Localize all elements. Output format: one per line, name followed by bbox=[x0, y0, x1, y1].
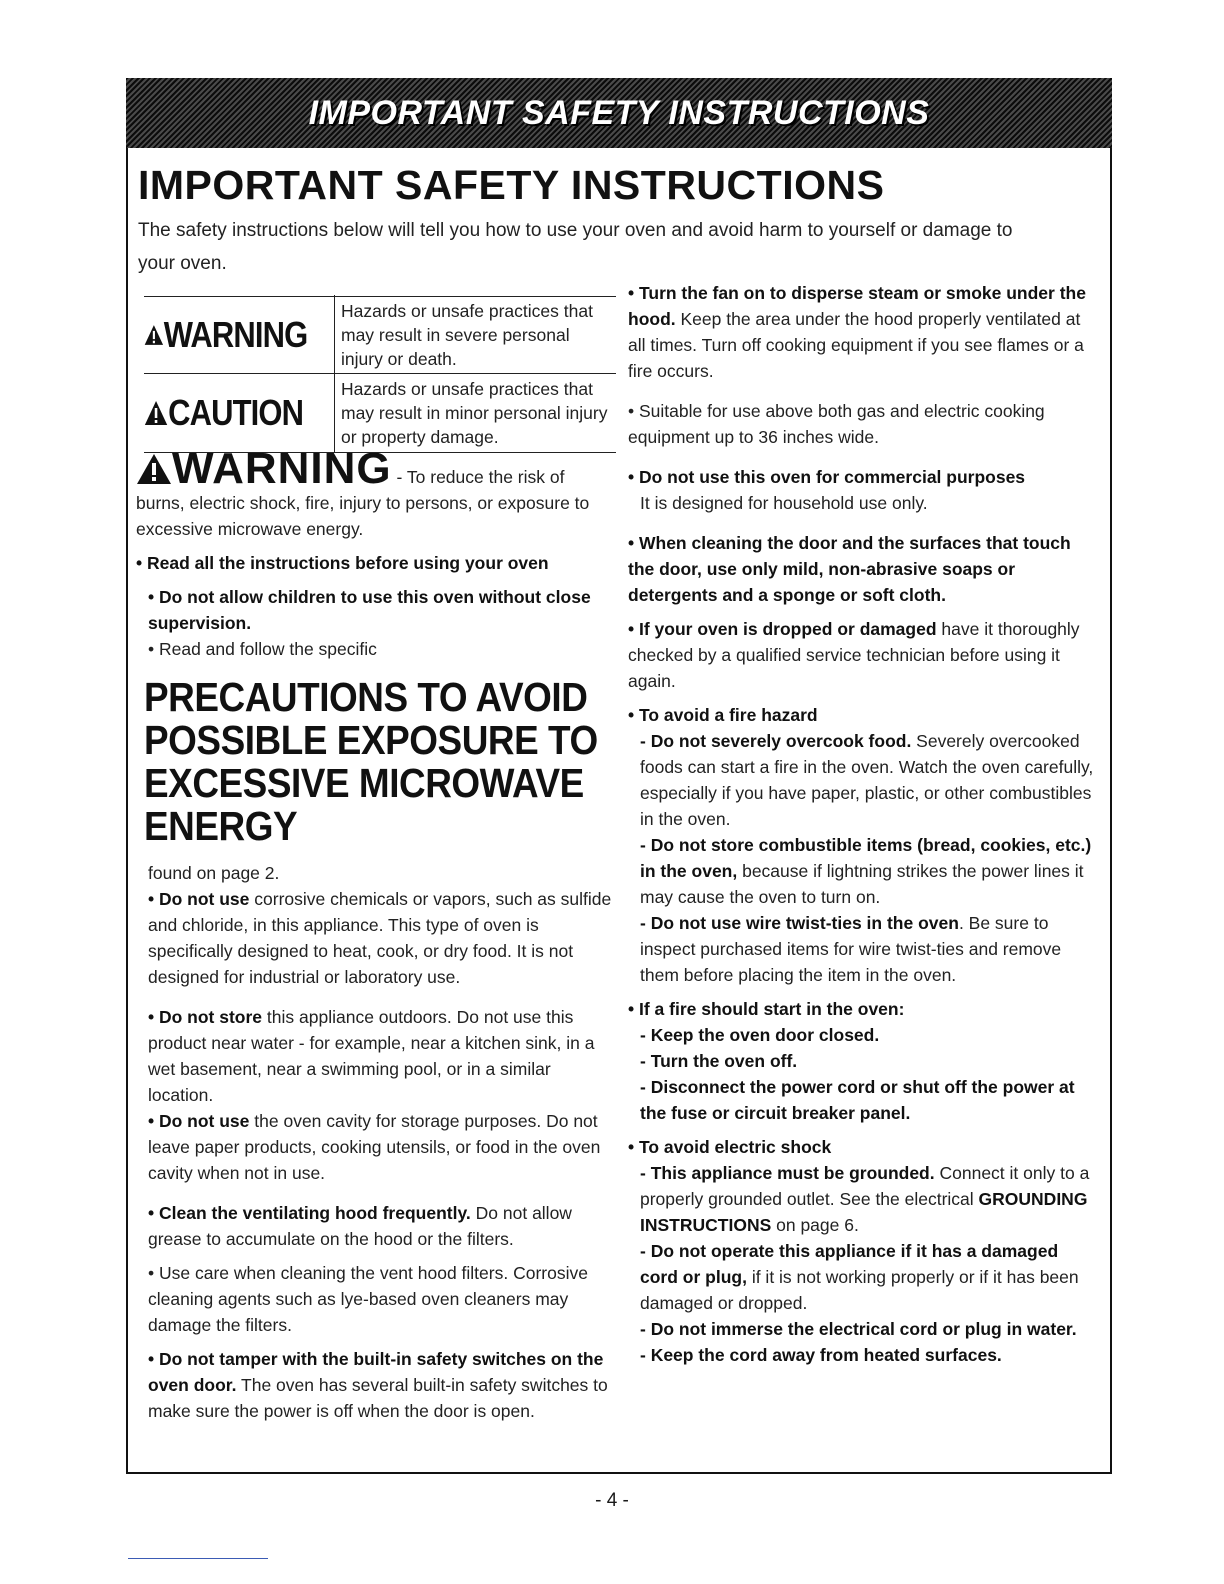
signal-word-table bbox=[144, 296, 616, 453]
caution-triangle-icon bbox=[144, 400, 168, 426]
fire-hazard-heading: • To avoid a fire hazard bbox=[628, 705, 818, 725]
children-supervision: • Do not allow children to use this oven without close supervision. bbox=[148, 587, 591, 633]
combustible-bold: - Do not store combustible items (bread, cookies, etc.) in the oven, bbox=[640, 835, 1092, 881]
immerse-item: - Do not immerse the electrical cord or plug in water. bbox=[640, 1319, 1077, 1339]
cavity-item bbox=[136, 1108, 616, 1186]
precautions-heading: PRECAUTIONS TO AVOID POSSIBLE EXPOSURE TO EXCESSIVE MICROWAVE ENERGY bbox=[144, 674, 598, 849]
banner-title: IMPORTANT SAFETY INSTRUCTIONS bbox=[308, 93, 930, 132]
warning-triangle-icon bbox=[144, 322, 164, 348]
warning-intro-text: burns, electric shock, fire, injury to persons, or exposure to excessive microwave energy. bbox=[136, 493, 590, 539]
fan-item bbox=[628, 280, 1098, 384]
combustible-text: because if lightning strikes the power lines it may cause the oven to turn on. bbox=[640, 861, 1084, 907]
warning-heading: WARNING bbox=[172, 444, 392, 493]
corrosive-item bbox=[136, 886, 616, 990]
tamper-item bbox=[136, 1346, 616, 1424]
damaged-text: if it is not working properly or if it has been damaged or dropped. bbox=[640, 1267, 1079, 1313]
tamper-bold: • Do not tamper with the built-in safety switches on the oven door. bbox=[148, 1349, 604, 1395]
dropped-text: have it thoroughly checked by a qualified service technician before using it again. bbox=[628, 619, 1080, 691]
twist-bold: - Do not use wire twist-ties in the oven bbox=[640, 913, 959, 933]
cavity-bold: • Do not use bbox=[148, 1111, 250, 1131]
tamper-text: The oven has several built-in safety switches to make sure the power is off when the door is open. bbox=[148, 1375, 608, 1421]
grounded-item bbox=[628, 1160, 1098, 1238]
intro-text: The safety instructions below will tell you how to use your oven and avoid harm to yourself or damage to your oven. bbox=[138, 220, 1013, 274]
grounding-instructions: GROUNDING INSTRUCTIONS bbox=[640, 1189, 1088, 1235]
clean-hood-item bbox=[136, 1200, 616, 1252]
store-text: this appliance outdoors. Do not use this product near water - for example, near a kitchen sink, in a wet basement, near a swimming pool, or in a similar location. bbox=[148, 1007, 595, 1105]
grounded-page: on page 6. bbox=[771, 1215, 859, 1235]
corrosive-text: corrosive chemicals or vapors, such as sulfide and chloride, in this appliance. This type of oven is specifically designed to heat, cook, or dry food. It is not designed for industrial or laboratory use. bbox=[148, 889, 612, 987]
caution-row bbox=[144, 373, 616, 452]
warning-description: Hazards or unsafe practices that may result in severe personal injury or death. bbox=[334, 295, 616, 375]
twist-text: . Be sure to inspect purchased items for wire twist-ties and remove them before placing the item in the oven. bbox=[640, 913, 1062, 985]
fire-start-heading: • If a fire should start in the oven: bbox=[628, 999, 905, 1019]
caution-description: Hazards or unsafe practices that may result in minor personal injury or property damage. bbox=[334, 373, 616, 453]
warning-triangle-icon bbox=[136, 453, 172, 485]
heated-surfaces-item: - Keep the cord away from heated surfaces. bbox=[640, 1345, 1002, 1365]
clean-text: Do not allow grease to accumulate on the hood or the filters. bbox=[148, 1203, 572, 1249]
caution-word: CAUTION bbox=[168, 392, 304, 433]
dropped-bold: • If your oven is dropped or damaged bbox=[628, 619, 937, 639]
read-all-instructions: • Read all the instructions before using your oven bbox=[136, 553, 549, 573]
combustible-item bbox=[628, 832, 1098, 910]
grounded-bold: - This appliance must be grounded. bbox=[640, 1163, 935, 1183]
grounded-text: Connect it only to a properly grounded outlet. See the electrical bbox=[640, 1163, 1090, 1209]
twist-ties-item bbox=[628, 910, 1098, 988]
commercial-text: It is designed for household use only. bbox=[640, 493, 928, 513]
page-title: IMPORTANT SAFETY INSTRUCTIONS bbox=[138, 162, 885, 208]
fan-text: Keep the area under the hood properly ventilated at all times. Turn off cooking equipment if you see flames or a fire occurs. bbox=[628, 309, 1084, 381]
filters-item: • Use care when cleaning the vent hood filters. Corrosive cleaning agents such as lye-based oven cleaners may damage the filters. bbox=[148, 1263, 588, 1335]
overcook-item bbox=[628, 728, 1098, 832]
found-on-page: found on page 2. bbox=[148, 863, 280, 883]
clean-bold: • Clean the ventilating hood frequently. bbox=[148, 1203, 471, 1223]
damaged-bold: - Do not operate this appliance if it has a damaged cord or plug, bbox=[640, 1241, 1059, 1287]
disconnect-item: - Disconnect the power cord or shut off the power at the fuse or circuit breaker panel. bbox=[640, 1077, 1075, 1123]
read-follow-text: • Read and follow the specific bbox=[148, 639, 377, 659]
fan-bold: • Turn the fan on to disperse steam or smoke under the hood. bbox=[628, 283, 1086, 329]
overcook-bold: - Do not severely overcook food. bbox=[640, 731, 912, 751]
warning-intro bbox=[136, 444, 616, 493]
suitable-item: • Suitable for use above both gas and electric cooking equipment up to 36 inches wide. bbox=[628, 401, 1045, 447]
dropped-item bbox=[628, 616, 1098, 694]
right-column bbox=[628, 280, 1098, 1368]
warning-label bbox=[144, 314, 308, 355]
commercial-bold: • Do not use this oven for commercial purposes bbox=[628, 467, 1026, 487]
warning-row bbox=[144, 297, 616, 373]
electric-shock-heading: • To avoid electric shock bbox=[628, 1137, 832, 1157]
header-banner bbox=[126, 78, 1112, 148]
caution-label bbox=[144, 392, 307, 433]
cavity-text: the oven cavity for storage purposes. Do not leave paper products, cooking utensils, or food in the oven cavity when not in use. bbox=[148, 1111, 601, 1183]
overcook-text: Severely overcooked foods can start a fire in the oven. Watch the oven carefully, especially if you have paper, plastic, or other combustibles in the oven. bbox=[640, 731, 1094, 829]
door-cleaning-item: • When cleaning the door and the surfaces that touch the door, use only mild, non-abrasive soaps or detergents and a sponge or soft cloth. bbox=[628, 533, 1071, 605]
page-number: - 4 - bbox=[595, 1490, 629, 1511]
door-closed-item: - Keep the oven door closed. bbox=[640, 1025, 880, 1045]
corrosive-bold: • Do not use bbox=[148, 889, 250, 909]
damaged-cord-item bbox=[628, 1238, 1098, 1316]
store-bold: • Do not store bbox=[148, 1007, 263, 1027]
turn-off-item: - Turn the oven off. bbox=[640, 1051, 798, 1071]
warning-heading-tail: - To reduce the risk of bbox=[391, 467, 565, 487]
left-column bbox=[136, 296, 616, 1424]
warning-word: WARNING bbox=[163, 314, 308, 355]
store-item bbox=[136, 1004, 616, 1108]
footer-rule bbox=[128, 1558, 268, 1559]
